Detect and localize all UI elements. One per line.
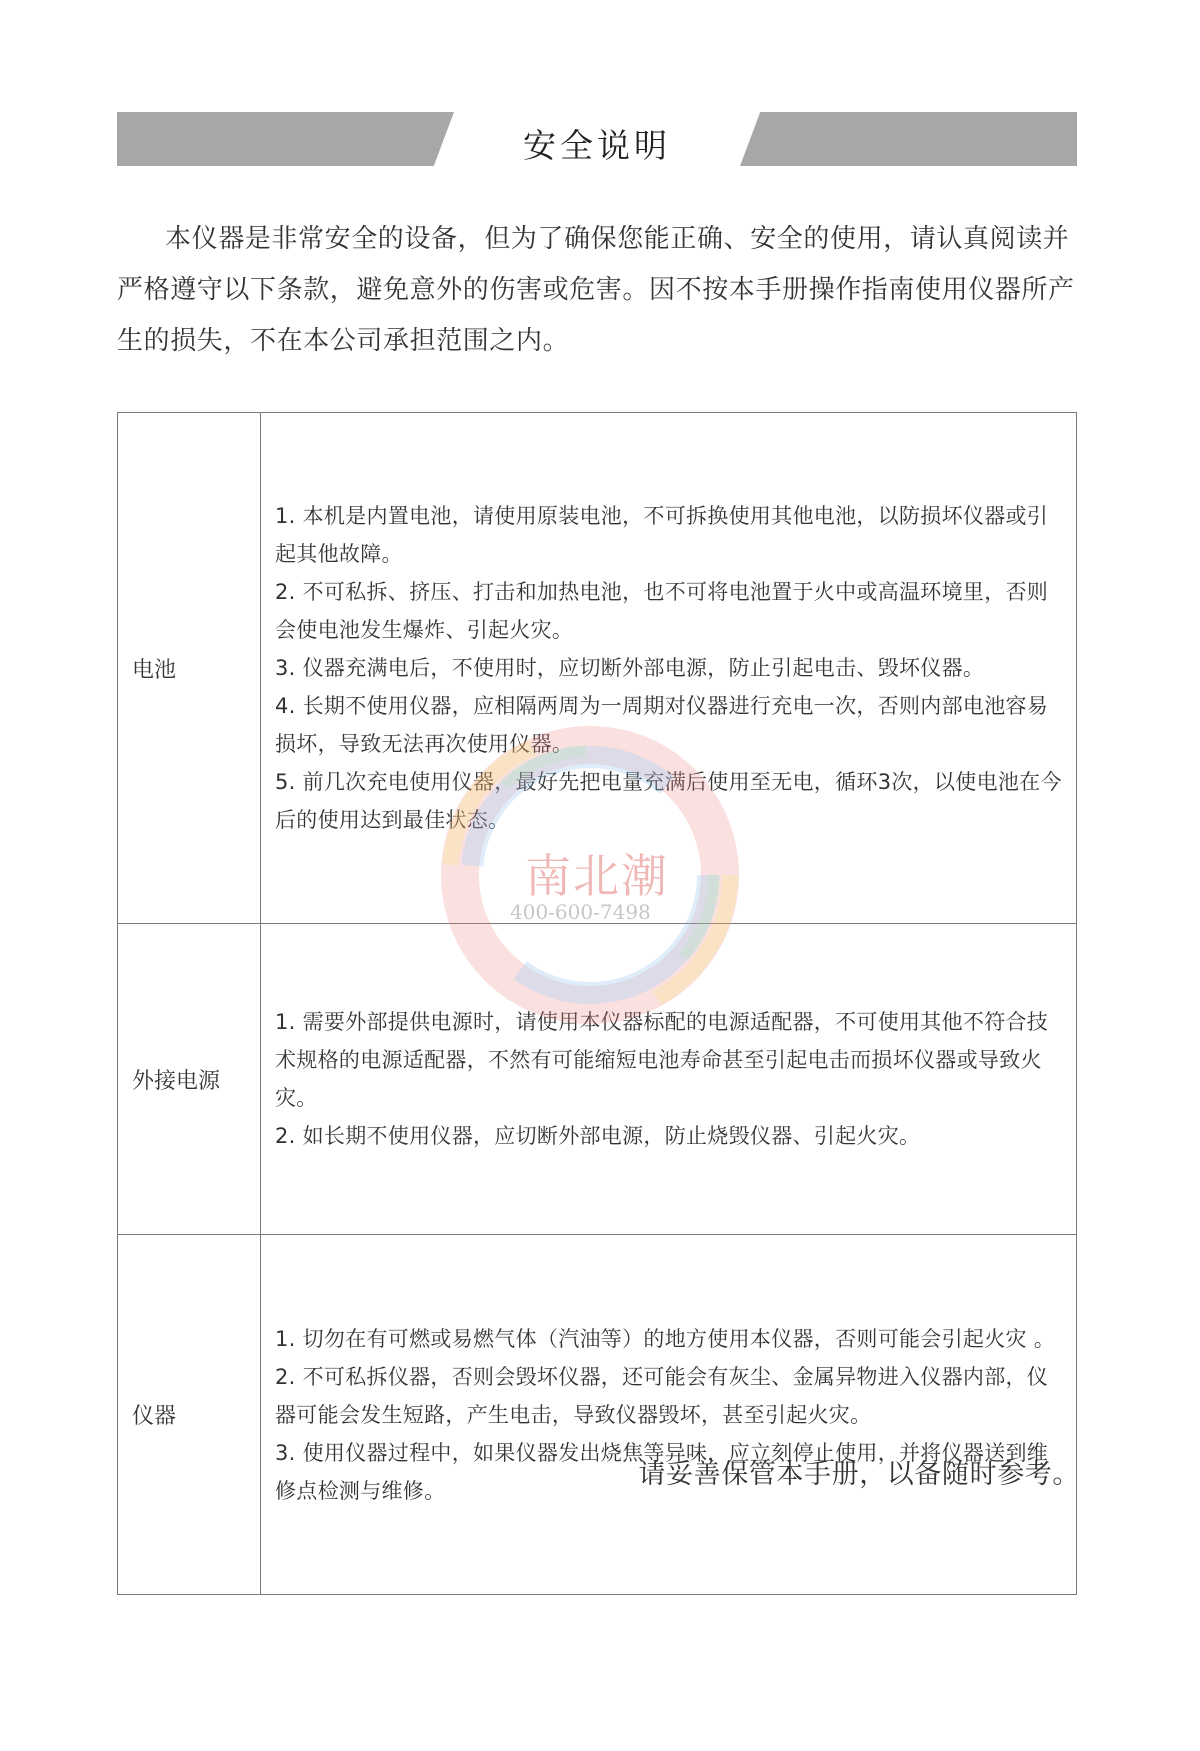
list-item: 1. 本机是内置电池，请使用原装电池，不可拆换使用其他电池，以防损坏仪器或引起其他故障。 (275, 504, 1049, 566)
list-item: 2. 不可私拆、挤压、打击和加热电池，也不可将电池置于火中或高温环境里，否则会使电池发生爆炸、引起火灾。 (275, 580, 1049, 642)
table-row (118, 924, 1077, 1235)
list-item: 3. 仪器充满电后，不使用时，应切断外部电源，防止引起电击、毁坏仪器。 (275, 656, 985, 680)
list-item: 1. 切勿在有可燃或易燃气体（汽油等）的地方使用本仪器，否则可能会引起火灾 。 (275, 1326, 1056, 1351)
items-cell (261, 924, 1077, 1235)
items-cell (261, 413, 1077, 924)
list-item: 2. 如长期不使用仪器，应切断外部电源，防止烧毁仪器、引起火灾。 (275, 1124, 921, 1148)
title-banner (117, 112, 1077, 166)
category-cell: 外接电源 (118, 924, 261, 1235)
category-cell: 仪器 (118, 1235, 261, 1595)
items-cell (261, 1235, 1077, 1595)
table-row (118, 413, 1077, 924)
page-title: 安全说明 (523, 126, 671, 165)
intro-paragraph: 本仪器是非常安全的设备，但为了确保您能正确、安全的使用，请认真阅读并严格遵守以下条款，避免意外的伤害或危害。因不按本手册操作指南使用仪器所产生的损失，不在本公司承担范围之内。 (117, 224, 1075, 356)
list-item: 4. 长期不使用仪器，应相隔两周为一周期对仪器进行充电一次，否则内部电池容易损坏，导致无法再次使用仪器。 (275, 694, 1049, 756)
category-cell: 电池 (118, 413, 261, 924)
safety-table (117, 412, 1077, 1595)
watermark-brand: 南北潮 (525, 849, 669, 903)
list-item: 3. 使用仪器过程中，如果仪器发出烧焦等异味，应立刻停止使用，并将仪器送到维修点检测与维修。 (275, 1440, 1049, 1503)
footer-note: 请妥善保管本手册，以备随时参考。 (638, 1459, 1080, 1490)
watermark-phone: 400-600-7498 (510, 900, 651, 924)
list-item: 2. 不可私拆仪器，否则会毁坏仪器，还可能会有灰尘、金属异物进入仪器内部，仪器可能会发生短路，产生电击，导致仪器毁坏，甚至引起火灾。 (275, 1364, 1049, 1427)
list-item: 1. 需要外部提供电源时，请使用本仪器标配的电源适配器，不可使用其他不符合技术规格的电源适配器，不然有可能缩短电池寿命甚至引起电击而损坏仪器或导致火灾。 (275, 1010, 1049, 1110)
list-item: 5. 前几次充电使用仪器，最好先把电量充满后使用至无电，循环3次，以使电池在今后的使用达到最佳状态。 (275, 770, 1062, 832)
table-row (118, 1235, 1077, 1595)
